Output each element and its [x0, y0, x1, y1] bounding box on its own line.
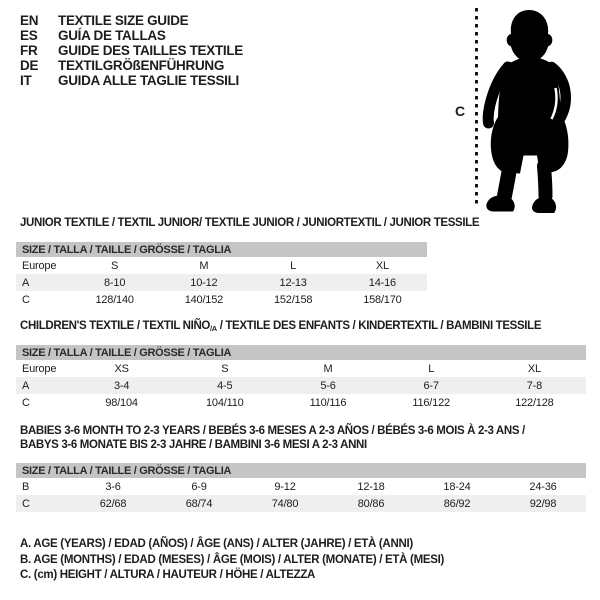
baby-silhouette	[480, 0, 580, 215]
language-title: GUIDE DES TAILLES TEXTILE	[58, 43, 244, 58]
size-cell: 12-18	[357, 480, 385, 493]
language-code: FR	[20, 43, 38, 58]
size-header-bar: SIZE / TALLA / TAILLE / GRÖSSE / TAGLIA	[16, 345, 586, 360]
row-label: Europe	[22, 362, 57, 375]
babies-size-table	[16, 463, 586, 512]
row-label: A	[22, 379, 30, 392]
size-cell: 122/128	[515, 396, 554, 409]
size-cell: 98/104	[105, 396, 138, 409]
legend-line-c: C. (cm) HEIGHT / ALTURA / HAUTEUR / HÖHE / ALTEZZA	[20, 569, 316, 581]
size-cell: 128/140	[95, 293, 134, 306]
junior-table-title: JUNIOR TEXTILE / TEXTIL JUNIOR/ TEXTILE JUNIOR / JUNIORTEXTIL / JUNIOR TESSILE	[20, 217, 480, 229]
language-title: TEXTILGRÖßENFÜHRUNG	[58, 58, 225, 73]
size-cell: 4-5	[217, 379, 233, 392]
size-cell: 5-6	[320, 379, 336, 392]
size-cell: 10-12	[190, 276, 218, 289]
language-row	[20, 43, 243, 58]
table-row	[16, 257, 427, 274]
size-header-bar: SIZE / TALLA / TAILLE / GRÖSSE / TAGLIA	[16, 463, 586, 478]
language-row	[20, 13, 243, 28]
language-code: ES	[20, 28, 38, 43]
size-cell: 3-4	[113, 379, 130, 392]
children-title-pre: CHILDREN'S TEXTILE / TEXTIL NIÑO	[20, 320, 211, 332]
size-cell: 74/80	[271, 497, 299, 510]
language-code: DE	[20, 58, 39, 73]
language-title-list	[20, 13, 243, 88]
size-cell: XL	[527, 362, 541, 375]
children-title-post: / TEXTILE DES ENFANTS / KINDERTEXTIL / BAMBINI TESSILE	[216, 320, 542, 332]
size-cell: S	[111, 259, 119, 272]
junior-size-table	[16, 242, 427, 308]
babies-title-line1: BABIES 3-6 MONTH TO 2-3 YEARS / BEBÉS 3-6 MESES A 2-3 AÑOS / BÉBÉS 3-6 MOIS À 2-3 ANS /	[20, 425, 525, 437]
size-cell: 14-16	[368, 276, 396, 289]
size-cell: 24-36	[529, 480, 557, 493]
language-row	[20, 28, 243, 43]
language-code: EN	[20, 13, 39, 28]
legend	[20, 537, 444, 584]
table-row	[16, 291, 427, 308]
table-row	[16, 394, 586, 411]
size-cell: S	[221, 362, 229, 375]
row-label: B	[22, 480, 30, 493]
children-table-title	[20, 320, 541, 333]
table-row	[16, 274, 427, 291]
size-cell: 86/92	[443, 497, 471, 510]
size-cell: 12-13	[279, 276, 307, 289]
language-title: GUÍA DE TALLAS	[58, 28, 166, 43]
language-code: IT	[20, 73, 32, 88]
row-label: C	[22, 396, 30, 409]
size-cell: XS	[114, 362, 129, 375]
babies-title-line2: BABYS 3-6 MONATE BIS 2-3 JAHRE / BAMBINI 3-6 MESI A 2-3 ANNI	[20, 439, 367, 451]
size-cell: 140/152	[184, 293, 224, 306]
row-label: A	[22, 276, 30, 289]
size-cell: 9-12	[274, 480, 296, 493]
size-cell: 8-10	[104, 276, 126, 289]
table-row	[16, 478, 586, 495]
size-cell: 6-9	[191, 480, 207, 493]
size-cell: 110/116	[309, 396, 347, 409]
legend-line-a: A. AGE (YEARS) / EDAD (AÑOS) / ÂGE (ANS) / ALTER (JAHRE) / ETÀ (ANNI)	[20, 538, 413, 550]
size-cell: 152/158	[273, 293, 313, 306]
children-title-subscript: /A	[210, 324, 217, 333]
row-label: C	[22, 293, 30, 306]
language-row	[20, 58, 243, 73]
size-cell: M	[323, 362, 333, 375]
language-title: TEXTILE SIZE GUIDE	[58, 13, 189, 28]
size-cell: 62/68	[99, 497, 127, 510]
size-cell: 92/98	[529, 497, 557, 510]
language-title: GUIDA ALLE TAGLIE TESSILI	[58, 73, 239, 88]
language-row	[20, 73, 243, 88]
row-label: C	[22, 497, 30, 510]
table-row	[16, 360, 586, 377]
size-cell: 104/110	[206, 396, 244, 409]
height-label: C	[455, 103, 466, 119]
children-size-table	[16, 345, 586, 411]
size-cell: M	[199, 259, 209, 272]
height-measure-dashed-line	[474, 8, 479, 208]
size-header-bar: SIZE / TALLA / TAILLE / GRÖSSE / TAGLIA	[16, 242, 427, 257]
row-label: Europe	[22, 259, 57, 272]
size-cell: 158/170	[363, 293, 402, 306]
size-cell: 116/122	[412, 396, 450, 409]
size-cell: 6-7	[423, 379, 439, 392]
size-cell: XL	[375, 259, 389, 272]
table-row	[16, 495, 586, 512]
size-cell: 68/74	[185, 497, 213, 510]
size-cell: 80/86	[357, 497, 385, 510]
size-cell: 3-6	[105, 480, 121, 493]
babies-table-title	[20, 424, 525, 452]
size-cell: 7-8	[526, 379, 543, 392]
legend-line-b: B. AGE (MONTHS) / EDAD (MESES) / ÂGE (MOIS) / ALTER (MONATE) / ETÀ (MESI)	[20, 553, 445, 566]
size-cell: L	[428, 362, 435, 375]
size-cell: 18-24	[443, 480, 471, 493]
table-row	[16, 377, 586, 394]
size-cell: L	[290, 259, 297, 272]
